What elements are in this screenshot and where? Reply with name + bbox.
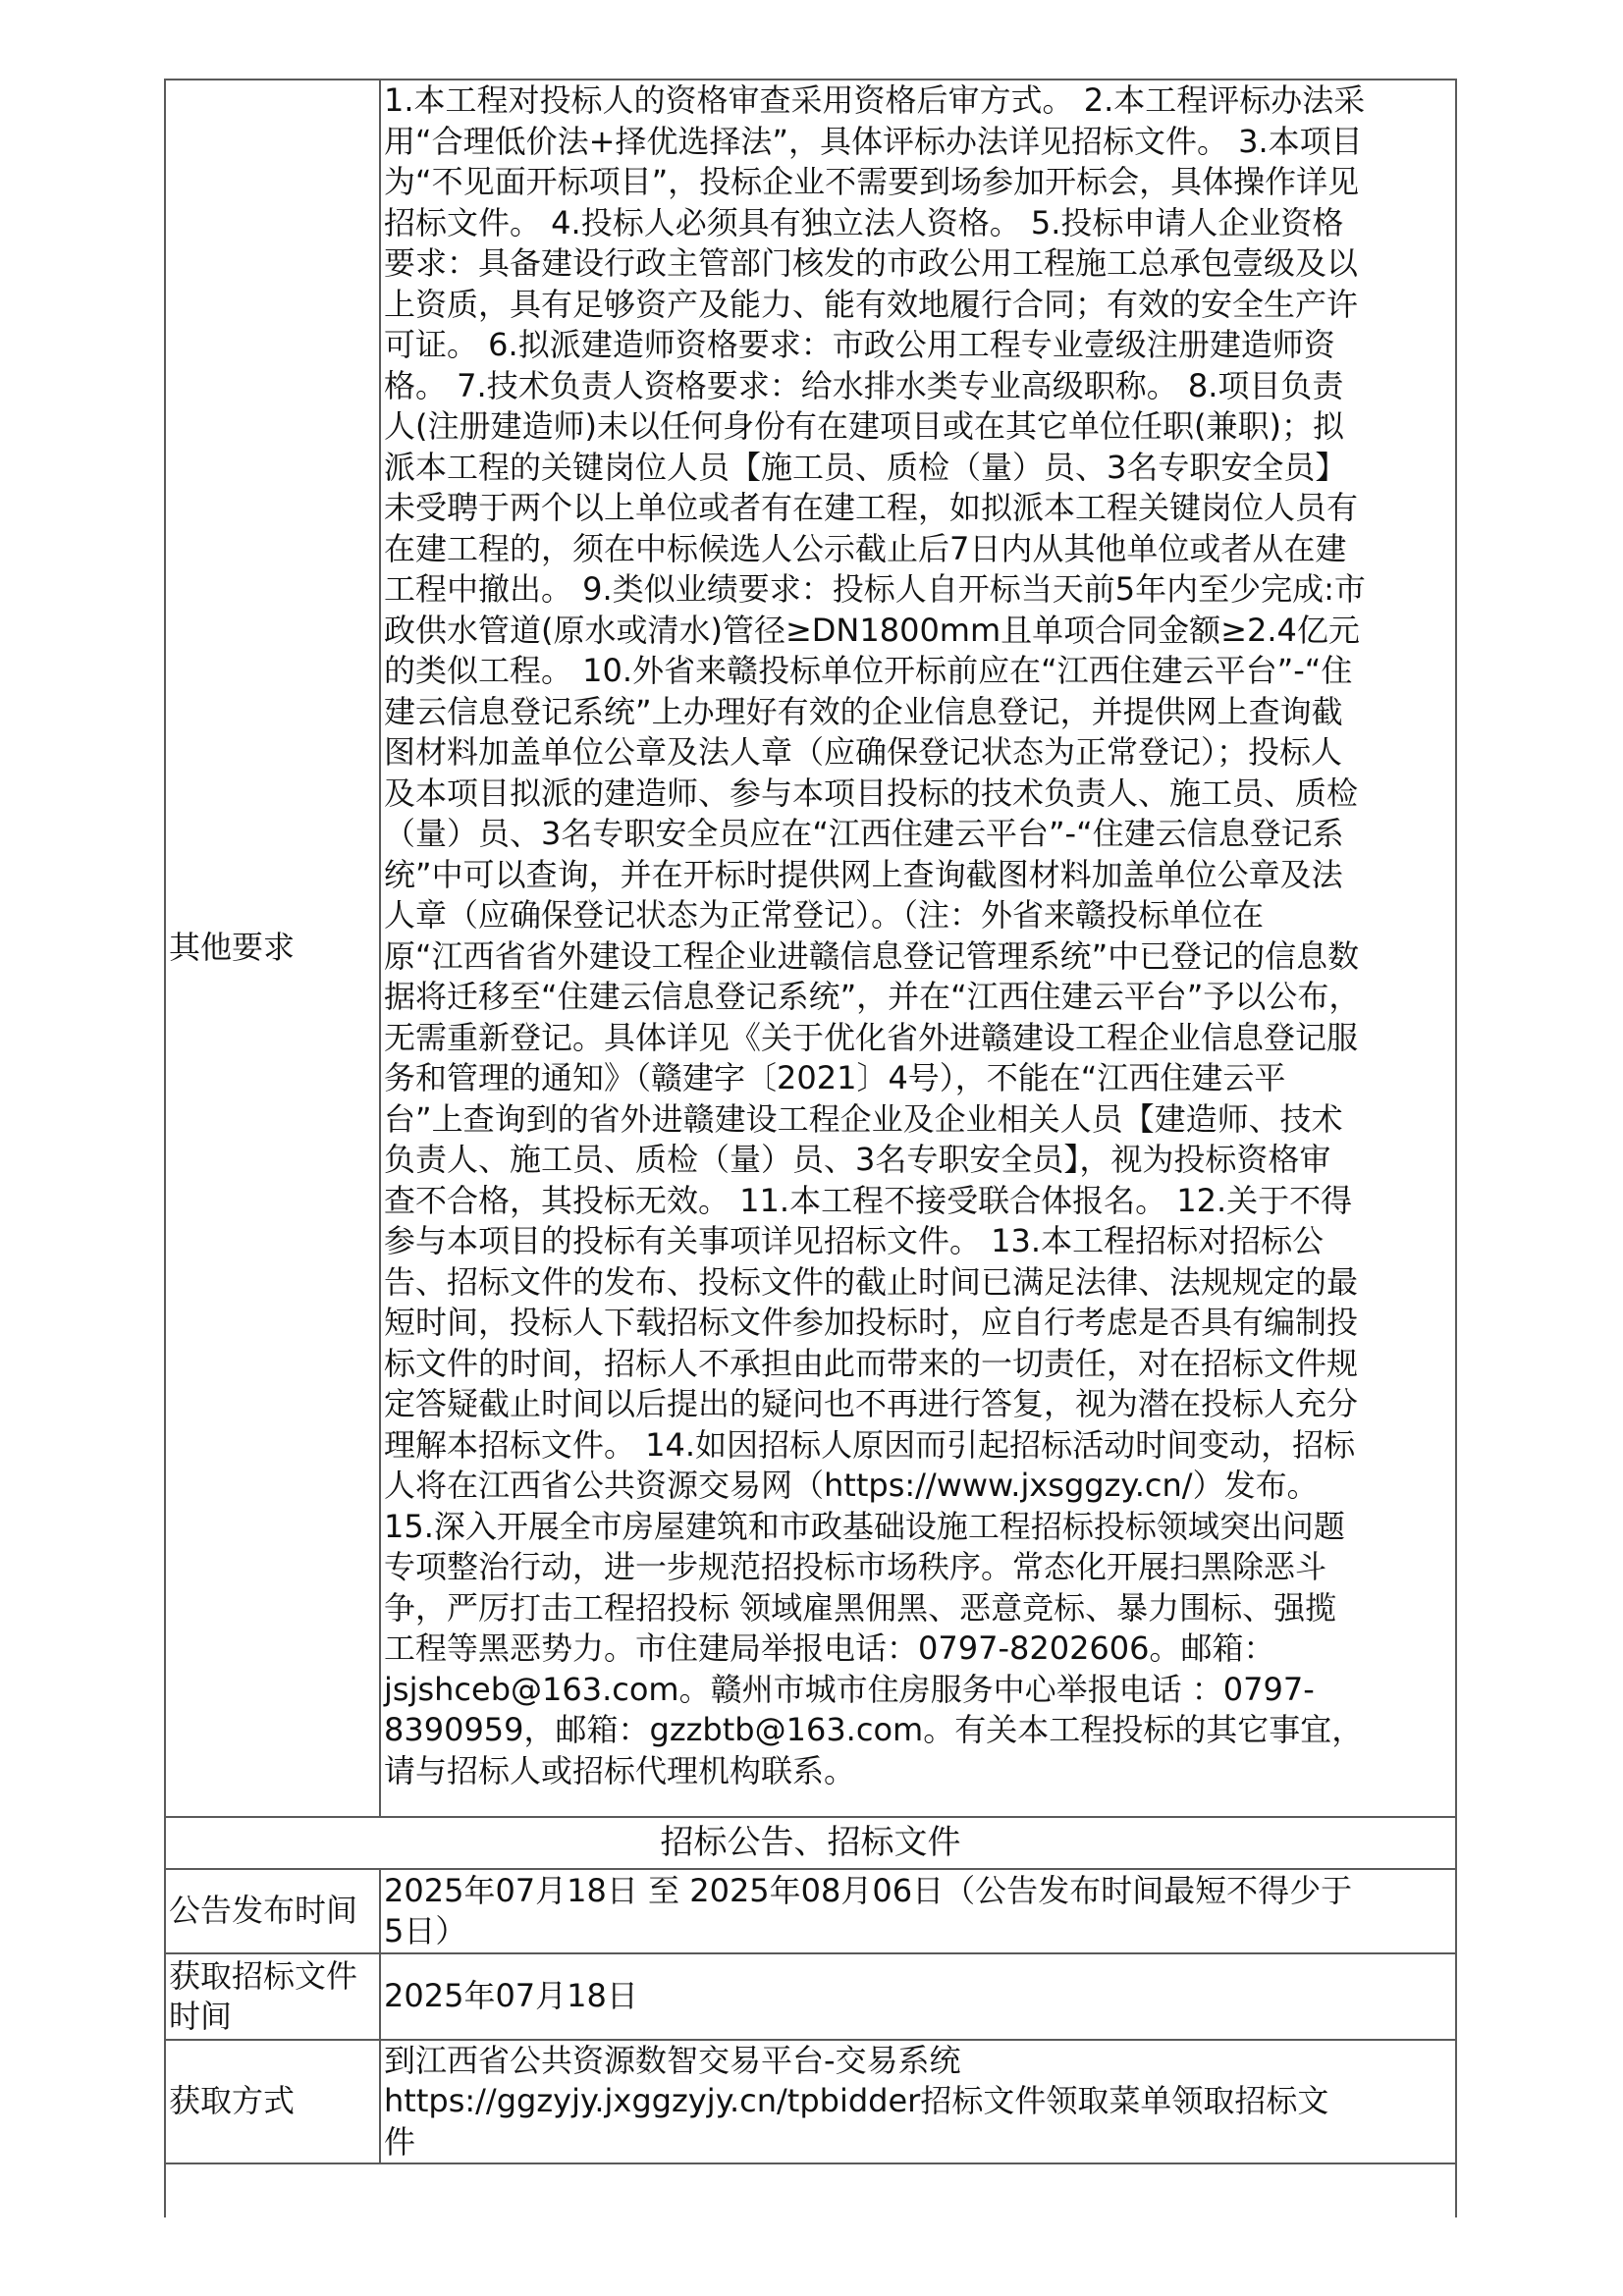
row-other-requirements [164,79,1457,1816]
text-line: 据将迁移至“住建云信息登记系统”，并在“江西住建云平台”予以公布， [384,978,1361,1015]
url-line: https://ggzyjy.jxggzyjy.cn/tpbidder招标文件领取菜单领取招标文 [384,2082,1329,2120]
label-publish-time: 公告发布时间 [166,1870,381,1952]
section-title: 招标公告、招标文件 [660,1823,961,1862]
text-line: 统”中可以查询，并在开标时提供网上查询截图材料加盖单位公章及法 [384,855,1343,893]
text-line: 5日） [384,1912,467,1949]
text-line: 用“合理低价法+择优选择法”，具体评标办法详见招标文件。 3.本项目 [384,122,1363,160]
text-line: （量）员、3名专职安全员应在“江西住建云平台”-“住建云信息登记系 [384,815,1344,852]
text-line: 参与本项目的投标有关事项详见招标文件。 13.本工程招标对招标公 [384,1222,1325,1259]
text-line: 争，严厉打击工程招投标 领域雇黑佣黑、恶意竞标、暴力围标、强揽 [384,1588,1337,1627]
text-line: 务和管理的通知》（赣建字〔2021〕4号），不能在“江西住建云平 [384,1059,1286,1096]
text-line: 2025年07月18日 至 2025年08月06日（公告发布时间最短不得少于 [384,1871,1353,1909]
text-line: 件 [384,2122,416,2161]
text-line: 建云信息登记系统”上办理好有效的企业信息登记，并提供网上查询截 [384,692,1343,730]
row-get-method [164,2039,1457,2163]
text-line: 在建工程的，须在中标候选人公示截止后7日内从其他单位或者从在建 [384,529,1347,567]
text-line: 及本项目拟派的建造师、参与本项目投标的技术负责人、施工员、质检 [384,774,1359,812]
text-line: 工程中撤出。 9.类似业绩要求：投标人自开标当天前5年内至少完成:市 [384,570,1366,608]
text-line: 15.深入开展全市房屋建筑和市政基础设施工程招标投标领域突出问题 [384,1507,1345,1545]
text-line: jsjshceb@163.com。赣州市城市住房服务中心举报电话 ：0797- [384,1670,1315,1708]
label-get-docs-time: 获取招标文件时间 [166,1954,381,2039]
text-line: 理解本招标文件。 14.如因招标人原因而引起招标活动时间变动，招标 [384,1425,1356,1464]
text-line: 上资质，具有足够资产及能力、能有效地履行合同；有效的安全生产许 [384,285,1359,323]
text-line: 专项整治行动，进一步规范招投标市场秩序。常态化开展扫黑除恶斗 [384,1548,1327,1585]
empty-cell [166,2164,381,2217]
text-line: 人章（应确保登记状态为正常登记）。（注：外省来赣投标单位在 [384,896,1265,934]
text-line: 标文件的时间，招标人不承担由此而带来的一切责任，对在招标文件规 [384,1344,1359,1382]
text-line: 未受聘于两个以上单位或者有在建工程，如拟派本工程关键岗位人员有 [384,489,1359,526]
text-line: 定答疑截止时间以后提出的疑问也不再进行答复，视为潜在投标人充分 [384,1385,1359,1422]
text-line: 人将在江西省公共资源交易网（https://www.jxsggzy.cn/）发布。 [384,1467,1319,1504]
text-line: 查不合格，其投标无效。 11.本工程不接受联合体报名。 12.关于不得 [384,1181,1353,1219]
label-other-requirements: 其他要求 [166,80,381,1816]
text-line: 1.本工程对投标人的资格审查采用资格后审方式。 2.本工程评标办法采 [384,81,1366,119]
text-line: 到江西省公共资源数智交易平台-交易系统 [384,2041,961,2079]
text-line: 工程等黑恶势力。市住建局举报电话：0797-8202606。邮箱： [384,1629,1275,1667]
value-get-method [381,2041,1455,2163]
text-line: 请与招标人或招标代理机构联系。 [384,1751,856,1789]
row-publish-time [164,1868,1457,1952]
text-line: 人(注册建造师)未以任何身份有在建项目或在其它单位任职(兼职)；拟 [384,407,1344,445]
text-line: 无需重新登记。具体详见《关于优化省外进赣建设工程企业信息登记服 [384,1018,1359,1056]
text-line: 政供水管道(原水或清水)管径≥DN1800mm且单项合同金额≥2.4亿元 [384,611,1360,649]
text-line: 的类似工程。 10.外省来赣投标单位开标前应在“江西住建云平台”-“住 [384,652,1353,689]
text-line: 图材料加盖单位公章及法人章（应确保登记状态为正常登记）；投标人 [384,733,1343,771]
text-line: 可证。 6.拟派建造师资格要求：市政公用工程专业壹级注册建造师资 [384,326,1335,363]
date-value: 2025年07月18日 [384,1977,638,2015]
text-line: 要求：具备建设行政主管部门核发的市政公用工程施工总承包壹级及以 [384,244,1359,282]
text-line: 负责人、施工员、质检（量）员、3名专职安全员】，视为投标资格审 [384,1141,1331,1178]
row-empty-partial [164,2163,1457,2217]
label-get-method: 获取方式 [166,2041,381,2163]
section-header-row [164,1816,1457,1868]
value-other-requirements [381,80,1455,1816]
text-line: 原“江西省省外建设工程企业进赣信息登记管理系统”中已登记的信息数 [384,936,1360,975]
text-line: 招标文件。 4.投标人必须具有独立法人资格。 5.投标申请人企业资格 [384,203,1344,241]
text-line: 短时间，投标人下载招标文件参加投标时，应自行考虑是否具有编制投 [384,1304,1359,1341]
row-get-docs-time [164,1952,1457,2039]
text-line: 台”上查询到的省外进赣建设工程企业及企业相关人员【建造师、技术 [384,1099,1343,1138]
text-line: 8390959，邮箱：gzzbtb@163.com。有关本工程投标的其它事宜， [384,1711,1364,1748]
text-line: 告、招标文件的发布、投标文件的截止时间已满足法律、法规规定的最 [384,1262,1359,1301]
text-line: 为“不见面开标项目”，投标企业不需要到场参加开标会，具体操作详见 [384,163,1360,200]
text-line: 派本工程的关键岗位人员【施工员、质检（量）员、3名专职安全员】 [384,448,1347,486]
value-publish-time [381,1870,1455,1952]
tender-info-table [164,79,1457,2217]
value-get-docs-time [381,1954,1455,2039]
text-line: 格。 7.技术负责人资格要求：给水排水类专业高级职称。 8.项目负责 [384,366,1344,404]
